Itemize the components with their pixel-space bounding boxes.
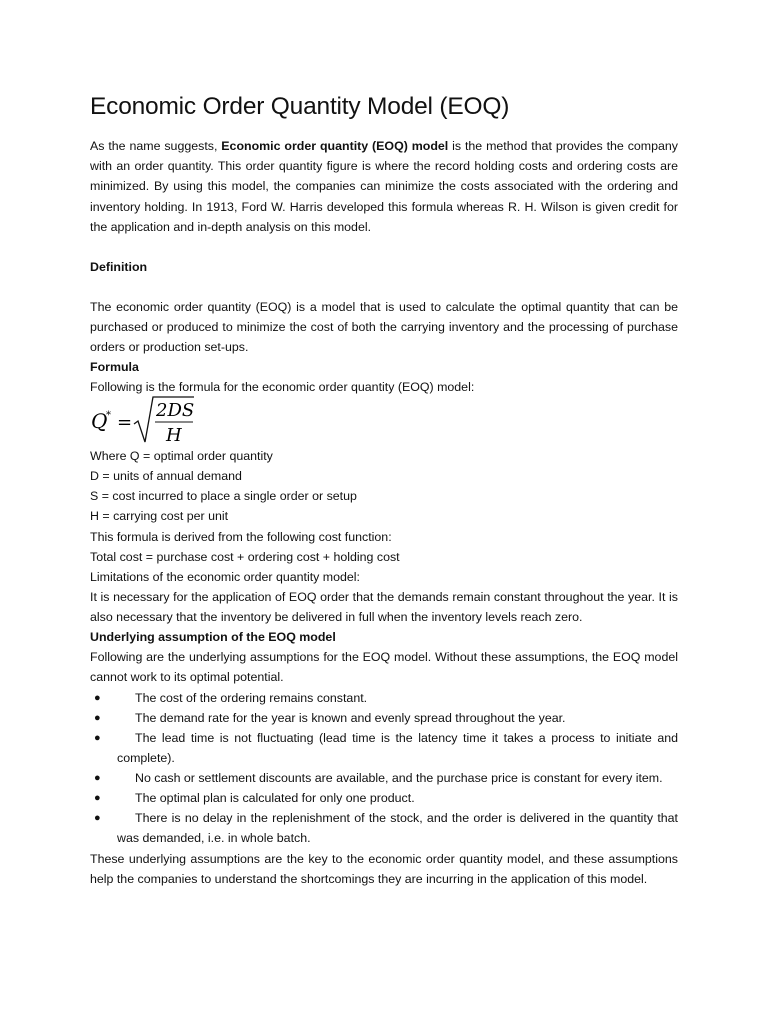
list-item — [90, 688, 678, 708]
intro-prefix: As the name suggests, — [90, 139, 222, 153]
list-item-text: The optimal plan is calculated for only one product. — [135, 791, 415, 805]
where-line: This formula is derived from the following cost function: — [90, 530, 392, 544]
intro-bold-term: Economic order quantity (EOQ) model — [221, 139, 449, 153]
where-line: S = cost incurred to place a single order or setup — [90, 489, 357, 503]
formula-heading: Formula — [90, 360, 139, 374]
where-line: H = carrying cost per unit — [90, 509, 229, 523]
intro-paragraph — [90, 136, 678, 237]
list-item-text: There is no delay in the replenishment of the stock, and the order is delivered in the quantity that was demanded, i.e. in whole batch. — [117, 811, 678, 846]
list-item — [90, 788, 678, 808]
list-item — [90, 708, 678, 728]
bullet-icon: ● — [94, 812, 101, 824]
where-line: Limitations of the economic order quantity model: — [90, 570, 360, 584]
list-item-text: The lead time is not fluctuating (lead time is the latency time it takes a process to initiate and complete). — [117, 731, 678, 766]
bullet-icon: ● — [94, 732, 101, 744]
assumption-heading: Underlying assumption of the EOQ model — [90, 630, 336, 644]
list-item-text: No cash or settlement discounts are available, and the purchase price is constant for every item. — [135, 771, 663, 785]
where-line: Where Q = optimal order quantity — [90, 449, 273, 463]
intro-rest: is the method that provides the company with an order quantity. This order quantity figure is where the record holding costs and ordering costs are minimized. By using this model, the companies can minimize the costs associated with the ordering and inventory holding. In 1913, Ford W. Harris developed this formula whereas R. H. Wilson is given credit for the application and in-depth analysis on this model. — [90, 139, 678, 234]
closing-paragraph: These underlying assumptions are the key to the economic order quantity model, and these assumptions help the companies to understand the shortcomings they are incurring in the application of this model. — [90, 852, 678, 887]
list-item — [90, 768, 678, 788]
bullet-icon: ● — [94, 772, 101, 784]
list-item — [90, 728, 678, 768]
eoq-formula — [90, 394, 210, 448]
formula-intro: Following is the formula for the economic order quantity (EOQ) model: — [90, 380, 475, 394]
list-item — [90, 808, 678, 848]
where-line: Total cost = purchase cost + ordering cost + holding cost — [90, 550, 400, 564]
formula-star: * — [106, 410, 111, 421]
definition-heading: Definition — [90, 260, 148, 274]
limitations-paragraph: It is necessary for the application of EOQ order that the demands remain constant throughout the year. It is also necessary that the inventory be delivered in full when the inventory levels reach zero. — [90, 590, 678, 625]
formula-lhs: Q — [91, 409, 108, 433]
bullet-icon: ● — [94, 792, 101, 804]
where-line: D = units of annual demand — [90, 469, 242, 483]
assumption-intro: Following are the underlying assumptions for the EOQ model. Without these assumptions, the EOQ model cannot work to its optimal potential. — [90, 650, 678, 685]
formula-numerator: 2DS — [156, 400, 195, 421]
list-item-text: The demand rate for the year is known and evenly spread throughout the year. — [135, 711, 566, 725]
bullet-icon: ● — [94, 712, 101, 724]
formula-denominator: H — [166, 425, 182, 446]
list-item-text: The cost of the ordering remains constant. — [135, 691, 368, 705]
formula-equals: = — [117, 412, 133, 433]
bullet-icon: ● — [94, 692, 101, 704]
definition-paragraph: The economic order quantity (EOQ) is a model that is used to calculate the optimal quantity that can be purchased or produced to minimize the cost of both the carrying inventory and the processing of purchase orders or production set-ups. — [90, 300, 678, 355]
page-title: Economic Order Quantity Model (EOQ) — [90, 93, 510, 120]
